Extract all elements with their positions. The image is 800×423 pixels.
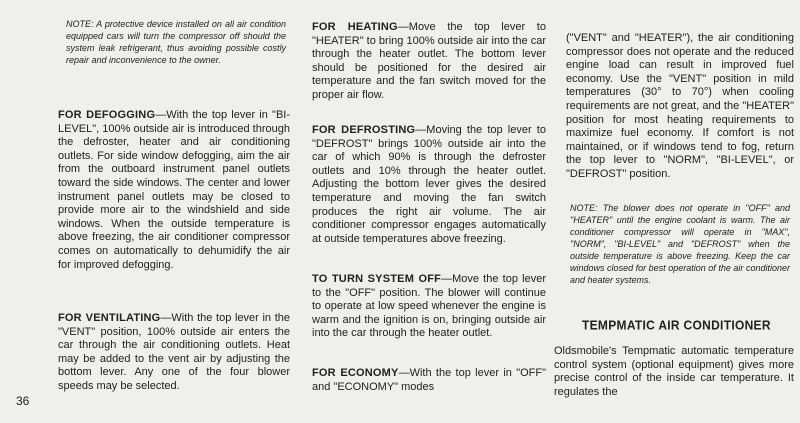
economy-continued-paragraph: ("VENT" and "HEATER"), the air conditioning compressor does not operate and the reduced engine load can result in improved fuel economy. Use the "VENT" position in mild temperatures (30° to 70°) when cooling requirements are not great, and the "HEATER" position for most heating requirements to maximize fuel economy. If comfort is not maintained, or if windows tend to fog, return the top lever to "NORM", "BI-LEVEL", or "DEFROST" position. bbox=[566, 32, 794, 180]
system-off-paragraph bbox=[312, 273, 546, 341]
defogging-text: —With the top lever in "BI-LEVEL", 100% outside air is introduced through the defroster, heater and air conditioning outlets. For side window defogging, aim the air from the outboard instrument panel outlets toward the side windows. The center and lower instrument panel outlets may be closed to provide more air to the windshield and side windows. When the outside temperature is above freezing, the air conditioner compressor comes on automatically to dehumidify the air for improved defogging. bbox=[58, 109, 290, 271]
tempmatic-section-title: TEMPMATIC AIR CONDITIONER bbox=[582, 317, 771, 333]
page-number: 36 bbox=[16, 394, 30, 408]
blower-note: NOTE: The blower does not operate in "OFF" and "HEATER" until the engine coolant is warm. The air conditioner compressor will operate in "MAX", "NORM", "BI-LEVEL" and "DEFROST" when the outside temperature is above freezing. Keep the car windows closed for best operation of the air conditioner and heater systems. bbox=[570, 203, 790, 285]
heating-paragraph bbox=[312, 21, 546, 103]
ventilating-paragraph bbox=[58, 312, 290, 394]
tempmatic-paragraph: Oldsmobile's Tempmatic automatic temperature control system (optional equipment) gives more precise control of the inside car temperature. It regulates the bbox=[554, 345, 794, 398]
protective-device-note: NOTE: A protective device installed on all air condition equipped cars will turn the compressor off should the system leak refrigerant, thus avoiding possible costly repair and inconvenience to the owner. bbox=[66, 19, 286, 65]
defrosting-heading: FOR DEFROSTING bbox=[312, 124, 416, 136]
defogging-paragraph bbox=[58, 109, 290, 272]
heating-heading: FOR HEATING bbox=[312, 21, 398, 33]
economy-heading: FOR ECONOMY bbox=[312, 367, 399, 379]
defrosting-text: —Moving the top lever to "DEFROST" brings 100% outside air into the car of which 90% is through the defroster outlets and 10% through the heater outlet. Adjusting the bottom lever gives the desired temperature and moving the fan switch produces the right air volume. The air conditioner compressor engages automatically at outside temperatures above freezing. bbox=[312, 124, 546, 245]
ventilating-text: —With the top lever in the "VENT" position, 100% outside air enters the car through the air conditioning outlets. Heat may be added to the vent air by adjusting the bottom lever. Any one of the four blower speeds may be selected. bbox=[58, 312, 290, 392]
economy-paragraph bbox=[312, 367, 546, 394]
heating-text: —Move the top lever to "HEATER" to bring 100% outside air into the car through the heater outlet. The bottom lever should be positioned for the desired air temperature and the fan switch moved for the proper air flow. bbox=[312, 21, 546, 101]
system-off-text: —Move the top lever to the "OFF" position. The blower will continue to operate at low speed whenever the engine is warm and the ignition is on, bringing outside air into the car through the heater outlet. bbox=[312, 273, 546, 340]
defrosting-paragraph bbox=[312, 124, 546, 246]
defogging-heading: FOR DEFOGGING bbox=[58, 109, 156, 121]
ventilating-heading: FOR VENTILATING bbox=[58, 312, 161, 324]
system-off-heading: TO TURN SYSTEM OFF bbox=[312, 273, 442, 285]
economy-text: —With the top lever in "OFF" and "ECONOMY" modes bbox=[312, 367, 547, 393]
